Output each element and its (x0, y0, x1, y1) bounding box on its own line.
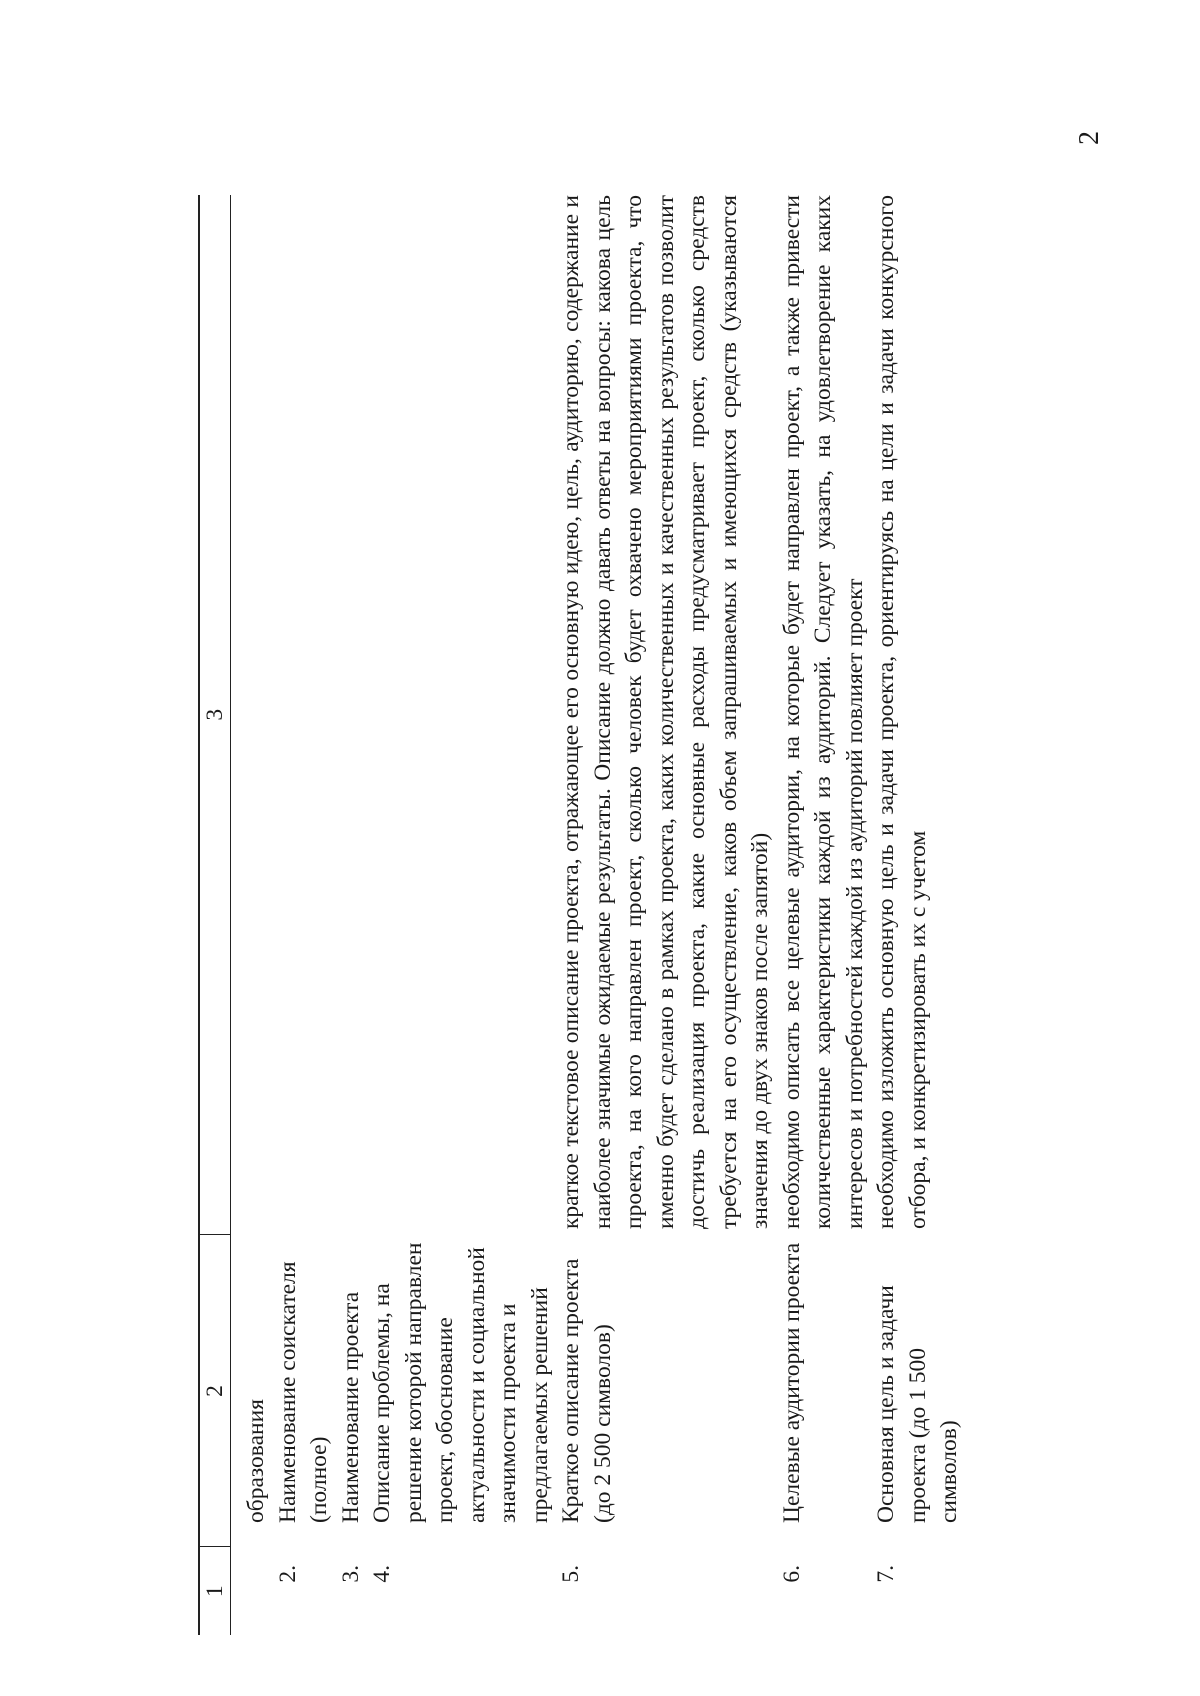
table-body (231, 195, 966, 1635)
row-number: 4. (369, 1565, 395, 1583)
row-field-description: краткое текстовое описание проекта, отражающее его основную идею, цель, аудиторию, содержание и наиболее значимые ожидаемые результаты. Описание должно давать ответы на вопросы: какова цель проекта, на кого направлен проект, сколько человек будет охвачено мероприятиями проекта, что именно будет сделано в рамках проекта, каких количественных и качественных результатов позволит достичь реализация проекта, какие основные расходы предусматривает проект, сколько средств требуется на его осуществление, каков объем запрашиваемых и имеющихся средств (указываются значения до двух знаков после запятой) (558, 195, 773, 1229)
row-number: 5. (558, 1565, 584, 1583)
row-field-name: Целевые аудитории проекта (778, 1242, 805, 1523)
row-field-description (241, 195, 273, 1235)
table-row (241, 195, 273, 1635)
table-row (871, 195, 966, 1635)
row-field-name: образования (243, 1399, 269, 1523)
row-field-description: необходимо изложить основную цель и задачи проекта, ориентируясь на цели и задачи конкурсного отбора, и конкретизировать их с учетом (873, 195, 931, 1229)
rotated-page-content (198, 195, 1028, 1635)
page-number: 2 (1074, 131, 1105, 145)
row-field-name: Описание проблемы, на решение которой направлен проект, обоснование актуальности и социальной значимости проекта и предлагаемых решений (369, 1242, 553, 1523)
row-number: 7. (873, 1565, 899, 1583)
row-number: 3. (337, 1565, 364, 1583)
row-field-name: Наименование соискателя (полное) (274, 1261, 332, 1523)
row-field-name: Наименование проекта (337, 1291, 364, 1523)
row-field-name: Краткое описание проекта (до 2 500 символов) (558, 1258, 616, 1523)
column-header-1: 1 (199, 1547, 231, 1635)
row-number: 6. (778, 1565, 805, 1583)
table-row (336, 195, 368, 1635)
row-field-description (367, 195, 556, 1235)
project-form-table (198, 195, 966, 1635)
column-header-2: 2 (199, 1235, 231, 1547)
row-field-description (336, 195, 368, 1235)
row-field-description (273, 195, 336, 1235)
row-number: 2. (274, 1565, 301, 1583)
table-row (777, 195, 872, 1635)
table-row (556, 195, 777, 1635)
row-number (241, 1547, 273, 1635)
row-field-description: необходимо описать все целевые аудитории, на которые будет направлен проект, а также привести количественные характеристики каждой из аудиторий. Следует указать, на удовлетворение каких интересов и потребностей каждой из аудиторий повлияет проект (778, 195, 868, 1229)
row-field-name: Основная цель и задачи проекта (до 1 500 символов) (873, 1285, 962, 1523)
table-row (367, 195, 556, 1635)
column-header-3: 3 (199, 195, 231, 1235)
table-header (199, 195, 231, 1635)
table-row (273, 195, 336, 1635)
